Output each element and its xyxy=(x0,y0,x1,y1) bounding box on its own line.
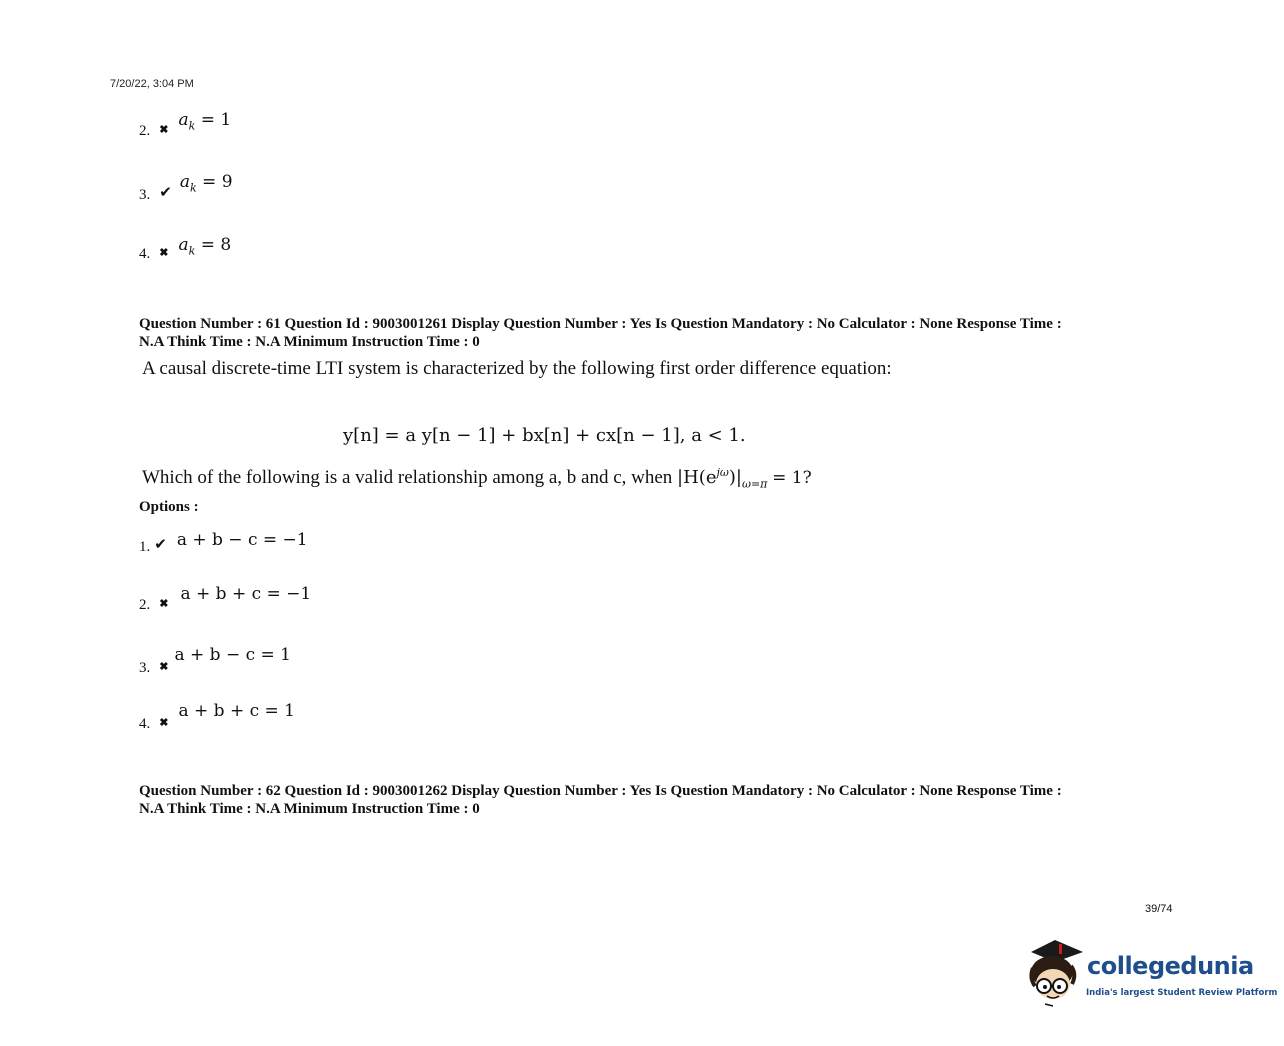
option-variable: a xyxy=(178,235,189,255)
prompt-math-result: = 1? xyxy=(772,468,812,488)
print-timestamp: 7/20/22, 3:04 PM xyxy=(110,78,194,90)
option-number: 3. xyxy=(139,660,151,676)
prev-option-4 xyxy=(139,235,232,262)
page-number: 39/74 xyxy=(1145,903,1173,915)
question-62-meta-line1: Question Number : 62 Question Id : 9003001262 Display Question Number : Yes Is Question Mandatory : No Calculator : None Response Time : xyxy=(139,783,1062,799)
logo-wordmark: collegedunia xyxy=(1087,952,1254,980)
mascot-icon xyxy=(1025,938,1087,1010)
question-61-meta-line2: N.A Think Time : N.A Minimum Instruction Time : 0 xyxy=(139,334,480,350)
prompt-math-sub: ω=π xyxy=(741,477,768,491)
prev-option-2 xyxy=(139,110,232,139)
check-icon: ✔ xyxy=(159,185,172,201)
difference-equation: y[n] = a y[n − 1] + bx[n] + cx[n − 1], a < 1. xyxy=(343,425,746,446)
cross-icon: ✖ xyxy=(159,598,169,610)
option-number: 2. xyxy=(139,597,151,613)
check-icon: ✔ xyxy=(154,537,167,553)
option-subscript: k xyxy=(189,181,197,195)
option-subscript: k xyxy=(188,119,196,133)
cross-icon: ✖ xyxy=(159,247,169,259)
q61-option-4 xyxy=(139,701,295,732)
option-number: 3. xyxy=(139,187,151,203)
question-61-meta-line1: Question Number : 61 Question Id : 9003001261 Display Question Number : Yes Is Question Mandatory : No Calculator : None Response Time : xyxy=(139,316,1062,332)
option-text: a + b + c = 1 xyxy=(178,701,295,721)
prev-option-3 xyxy=(139,172,233,203)
prompt-math-sup: jω xyxy=(716,466,729,479)
cross-icon: ✖ xyxy=(159,124,169,136)
option-number: 4. xyxy=(139,716,151,732)
option-text: a + b + c = −1 xyxy=(180,584,312,604)
question-62-meta-line2: N.A Think Time : N.A Minimum Instruction Time : 0 xyxy=(139,801,480,817)
option-value: = 8 xyxy=(200,235,232,255)
prompt-math-close: )| xyxy=(728,467,742,488)
collegedunia-logo xyxy=(1025,938,1278,1010)
option-variable: a xyxy=(179,172,190,192)
prompt-text: Which of the following is a valid relationship among a, b and c, when xyxy=(142,467,673,488)
q61-option-1 xyxy=(139,530,308,555)
q61-option-3 xyxy=(139,645,291,676)
cross-icon: ✖ xyxy=(159,717,169,729)
option-value: = 9 xyxy=(202,172,233,192)
option-text: a + b − c = −1 xyxy=(176,530,308,550)
cross-icon: ✖ xyxy=(159,661,169,673)
option-value: = 1 xyxy=(200,110,232,130)
option-text: a + b − c = 1 xyxy=(174,645,291,665)
option-number: 1. xyxy=(139,539,151,555)
options-label: Options : xyxy=(139,499,199,515)
logo-tagline: India's largest Student Review Platform xyxy=(1086,988,1278,998)
prompt-math-open: |H(e xyxy=(677,467,717,488)
option-variable: a xyxy=(178,110,189,130)
option-number: 2. xyxy=(139,123,151,139)
q61-option-2 xyxy=(139,584,312,613)
question-61-prompt xyxy=(142,466,812,491)
question-61-statement: A causal discrete-time LTI system is characterized by the following first order difference equation: xyxy=(142,358,892,379)
option-subscript: k xyxy=(188,244,196,258)
option-number: 4. xyxy=(139,246,151,262)
